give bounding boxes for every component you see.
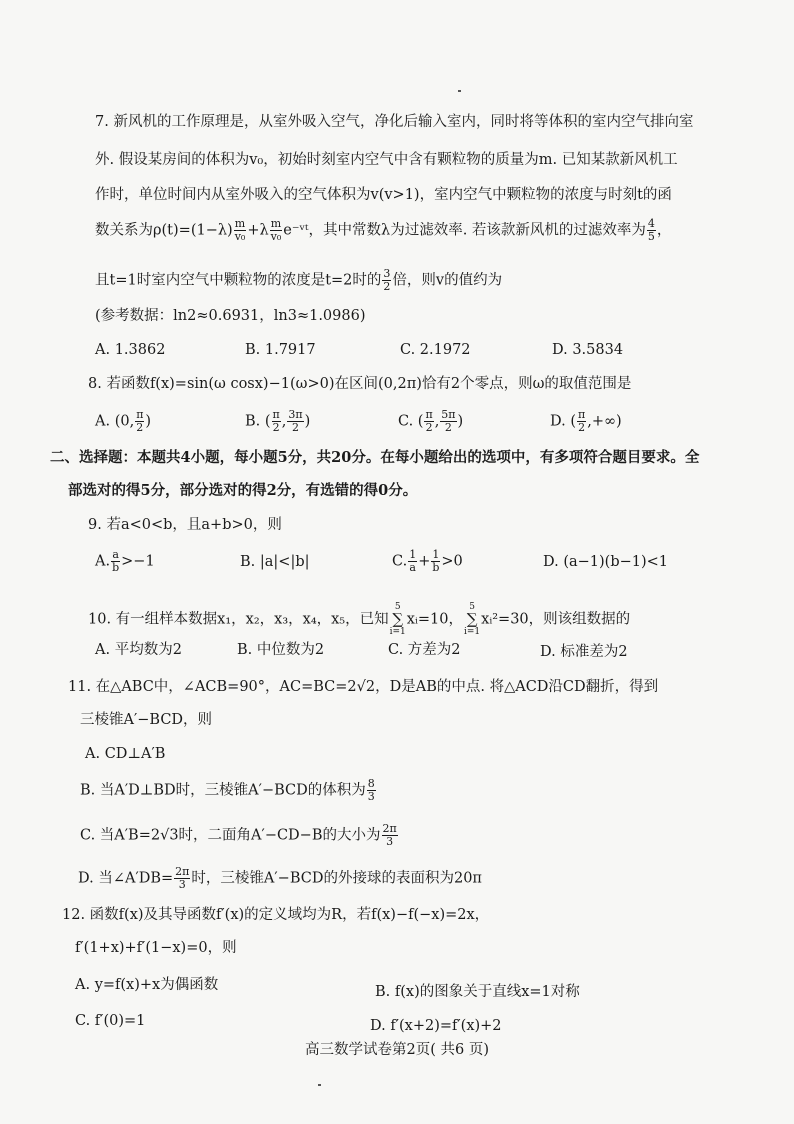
q9-option-a: A. $\frac{a}{b}$ >−1: [95, 548, 155, 574]
q12-option-b: B. f(x)的图象关于直线x=1对称: [375, 984, 580, 1000]
q10-option-b: B. 中位数为2: [237, 642, 325, 658]
frac-1-a: $\frac{1}{a}$: [409, 548, 417, 574]
page-footer: 高三数学试卷第2页( 共6 页): [305, 1042, 489, 1058]
frac-pi-2-d: $\frac{\pi}{2}$: [577, 408, 586, 434]
frac-8-3: $\frac{8}{3}$: [367, 777, 375, 803]
q11-option-a: A. CD⊥A′B: [85, 746, 166, 762]
q12-line-1: 12. 函数f(x)及其导函数f′(x)的定义域均为R，若f(x)−f(−x)=2x，: [62, 907, 490, 923]
q12-option-c: C. f′(0)=1: [75, 1013, 146, 1029]
q10-option-d: D. 标准差为2: [540, 644, 628, 660]
q7-line-2: 外. 假设某房间的体积为v₀，初始时刻室内空气中含有颗粒物的质量为m. 已知某款新风机工: [95, 152, 678, 168]
frac-a-b: $\frac{a}{b}$: [112, 548, 120, 574]
q7-line-3: 作时，单位时间内从室外吸入的空气体积为v(v>1)，室内空气中颗粒物的浓度与时刻t的函: [95, 187, 672, 203]
q7-line-4: 数关系为ρ(t)=(1−λ) $\frac{m}{\text{v₀}}$ +λ $\frac{m}{\text{v₀}}$ e⁻ᵛᵗ，其中常数λ为过滤效率. 若该款新风机的过滤效率为 $\frac{4}{5}$ ，: [95, 217, 672, 243]
frac-5pi-2: $\frac{5\pi}{2}$: [441, 408, 456, 434]
q10-option-c: C. 方差为2: [388, 642, 461, 658]
q7-option-b: B. 1.7917: [245, 342, 316, 358]
q8-option-a: A. (0, $\frac{\pi}{2}$ ): [95, 408, 152, 434]
q7-line-1: 7. 新风机的工作原理是，从室外吸入空气，净化后输入室内，同时将等体积的室内空气排向室: [95, 114, 694, 130]
sum-symbol-1: 5 ∑ i=1: [389, 602, 406, 637]
sum-symbol-2: 5 ∑ i=1: [463, 602, 481, 637]
q9-stem: 9. 若a<0<b，且a+b>0，则: [88, 517, 282, 533]
q8-option-b: B. ( $\frac{\pi}{2}$ , $\frac{3\pi}{2}$ ): [245, 408, 311, 434]
q8-option-d: D. ( $\frac{\pi}{2}$ ,+∞): [550, 408, 622, 434]
q11-option-d: D. 当∠A′DB= $\frac{2\pi}{3}$ 时，三棱锥A′−BCD的外接球的表面积为20π: [78, 865, 482, 891]
q12-option-d: D. f′(x+2)=f′(x)+2: [370, 1018, 502, 1034]
frac-pi-2: $\frac{\pi}{2}$: [136, 408, 144, 434]
frac-m-over-v0: $\frac{m}{\text{v₀}}$: [234, 217, 246, 243]
q12-line-2: f′(1+x)+f′(1−x)=0，则: [75, 940, 237, 956]
frac-1-b: $\frac{1}{b}$: [432, 548, 440, 574]
frac-pi-2-c: $\frac{\pi}{2}$: [425, 408, 433, 434]
scan-speck-2: [318, 1084, 321, 1086]
q10-option-a: A. 平均数为2: [95, 642, 182, 658]
q10-stem: 10. 有一组样本数据x₁，x₂，x₃，x₄，x₅，已知 5 ∑ i=1 xᵢ=10， 5 ∑ i=1 xᵢ²=30，则该组数据的: [88, 602, 631, 637]
q11-option-c: C. 当A′B=2√3时，二面角A′−CD−B的大小为 $\frac{2\pi}{3}$: [80, 822, 397, 848]
q7-line-5: 且t=1时室内空气中颗粒物的浓度是t=2时的 $\frac{3}{2}$ 倍，则v的值约为: [95, 267, 503, 293]
frac-m-over-v0-2: $\frac{m}{\text{v₀}}$: [270, 217, 282, 243]
q9-option-b: B. |a|<|b|: [240, 554, 310, 570]
frac-3pi-2: $\frac{3\pi}{2}$: [288, 408, 303, 434]
scan-speck: [458, 90, 461, 92]
q8-option-c: C. ( $\frac{\pi}{2}$ , $\frac{5\pi}{2}$ ): [398, 408, 464, 434]
section-2-instructions: 部选对的得5分，部分选对的得2分，有选错的得0分。: [68, 482, 418, 499]
q9-option-c: C. $\frac{1}{a}$ + $\frac{1}{b}$ >0: [392, 548, 463, 574]
frac-pi-2-b: $\frac{\pi}{2}$: [272, 408, 280, 434]
frac-4-5: $\frac{4}{5}$: [647, 217, 655, 243]
q7-option-a: A. 1.3862: [95, 342, 166, 358]
frac-3-2: $\frac{3}{2}$: [383, 267, 391, 293]
q7-option-d: D. 3.5834: [552, 342, 624, 358]
frac-2pi-3-d: $\frac{2\pi}{3}$: [175, 865, 190, 891]
q9-option-d: D. (a−1)(b−1)<1: [543, 554, 669, 570]
q11-option-b: B. 当A′D⊥BD时，三棱锥A′−BCD的体积为 $\frac{8}{3}$: [80, 777, 375, 803]
frac-2pi-3: $\frac{2\pi}{3}$: [382, 822, 397, 848]
q7-reference-data: (参考数据：ln2≈0.6931，ln3≈1.0986): [95, 308, 366, 324]
section-2-heading: 二、选择题：本题共4小题，每小题5分，共20分。在每小题给出的选项中，有多项符合题目要求。全: [50, 449, 700, 466]
q7-option-c: C. 2.1972: [400, 342, 471, 358]
q11-line-1: 11. 在△ABC中，∠ACB=90°，AC=BC=2√2，D是AB的中点. 将△ACD沿CD翻折，得到: [68, 679, 659, 695]
q12-option-a: A. y=f(x)+x为偶函数: [75, 977, 219, 993]
q11-line-2: 三棱锥A′−BCD，则: [80, 712, 213, 728]
q8-stem: 8. 若函数f(x)=sin(ω cosx)−1(ω>0)在区间(0,2π)恰有2个零点，则ω的取值范围是: [88, 376, 632, 392]
